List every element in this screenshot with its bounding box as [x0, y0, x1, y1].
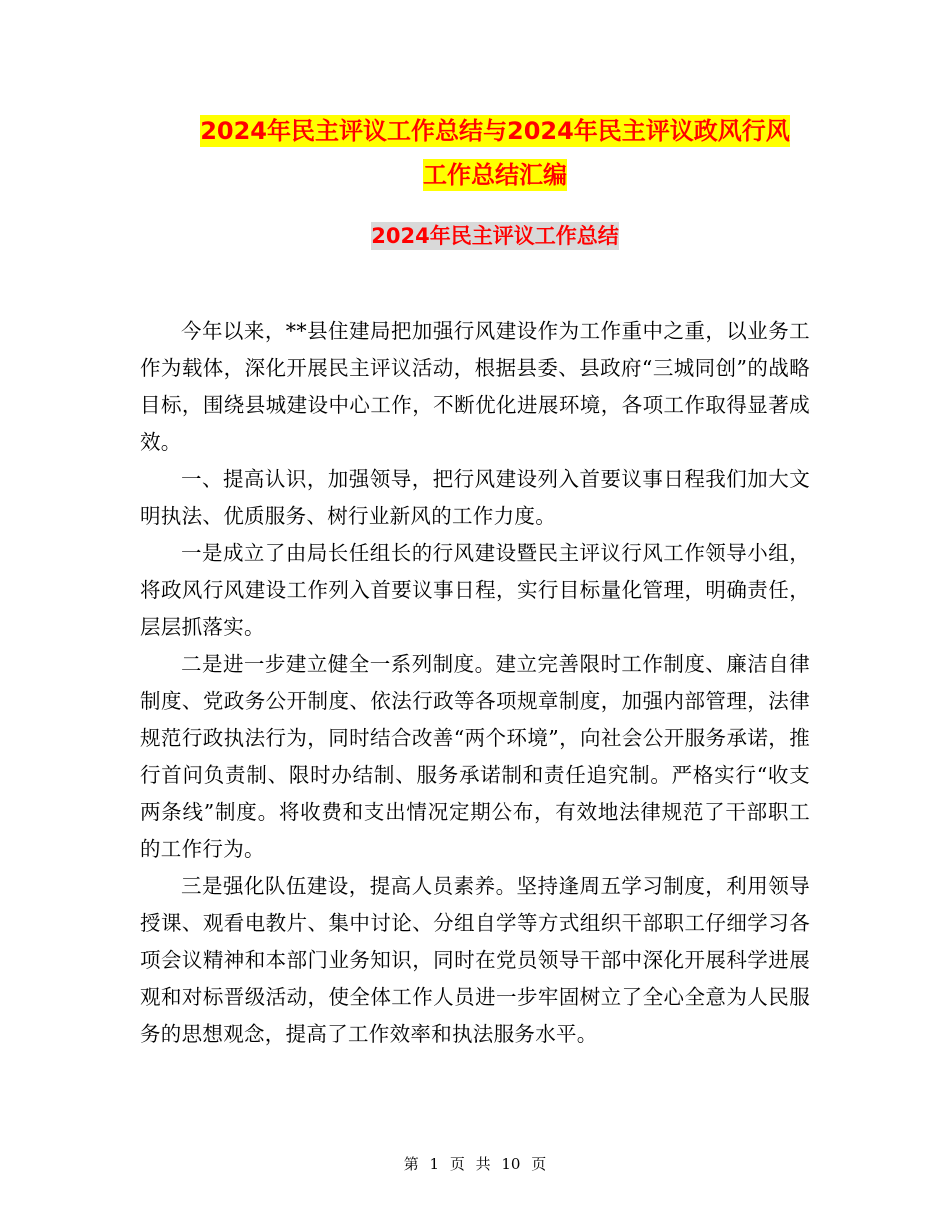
title-highlight-1: 2024年民主评议工作总结与2024年民主评议政风行风	[200, 117, 790, 145]
document-title-line-1	[150, 110, 840, 152]
paragraph-1: 今年以来，**县住建局把加强行风建设作为工作重中之重，以业务工作为载体，深化开展民主评议活动，根据县委、县政府“三城同创”的战略目标，围绕县城建设中心工作，不断优化进展环境，各项工作取得显著成效。	[140, 319, 810, 454]
paragraph-5: 三是强化队伍建设，提高人员素养。坚持逢周五学习制度，利用领导授课、观看电教片、集中讨论、分组自学等方式组织干部职工仔细学习各项会议精神和本部门业务知识，同时在党员领导干部中深化开展科学进展观和对标晋级活动，使全体工作人员进一步牢固树立了全心全意为人民服务的思想观念，提高了工作效率和执法服务水平。	[140, 874, 810, 1046]
body-text	[140, 313, 810, 1053]
paragraph-4: 二是进一步建立健全一系列制度。建立完善限时工作制度、廉洁自律制度、党政务公开制度、依法行政等各项规章制度，加强内部管理，法律规范行政执法行为，同时结合改善“两个环境”，向社会公开服务承诺，推行首问负责制、限时办结制、服务承诺制和责任追究制。严格实行“收支两条线”制度。将收费和支出情况定期公布，有效地法律规范了干部职工的工作行为。	[140, 652, 810, 861]
paragraph-3: 一是成立了由局长任组长的行风建设暨民主评议行风工作领导小组，将政风行风建设工作列入首要议事日程，实行目标量化管理，明确责任，层层抓落实。	[140, 541, 810, 639]
document-title-line-2	[150, 154, 840, 196]
paragraph-2: 一、提高认识，加强领导，把行风建设列入首要议事日程我们加大文明执法、优质服务、树行业新风的工作力度。	[140, 467, 810, 528]
title-highlight-2: 工作总结汇编	[423, 161, 567, 189]
section-title-highlight: 2024年民主评议工作总结	[371, 224, 619, 248]
section-title	[150, 218, 840, 254]
page-footer: 第 1 页 共 10 页	[403, 1155, 547, 1173]
